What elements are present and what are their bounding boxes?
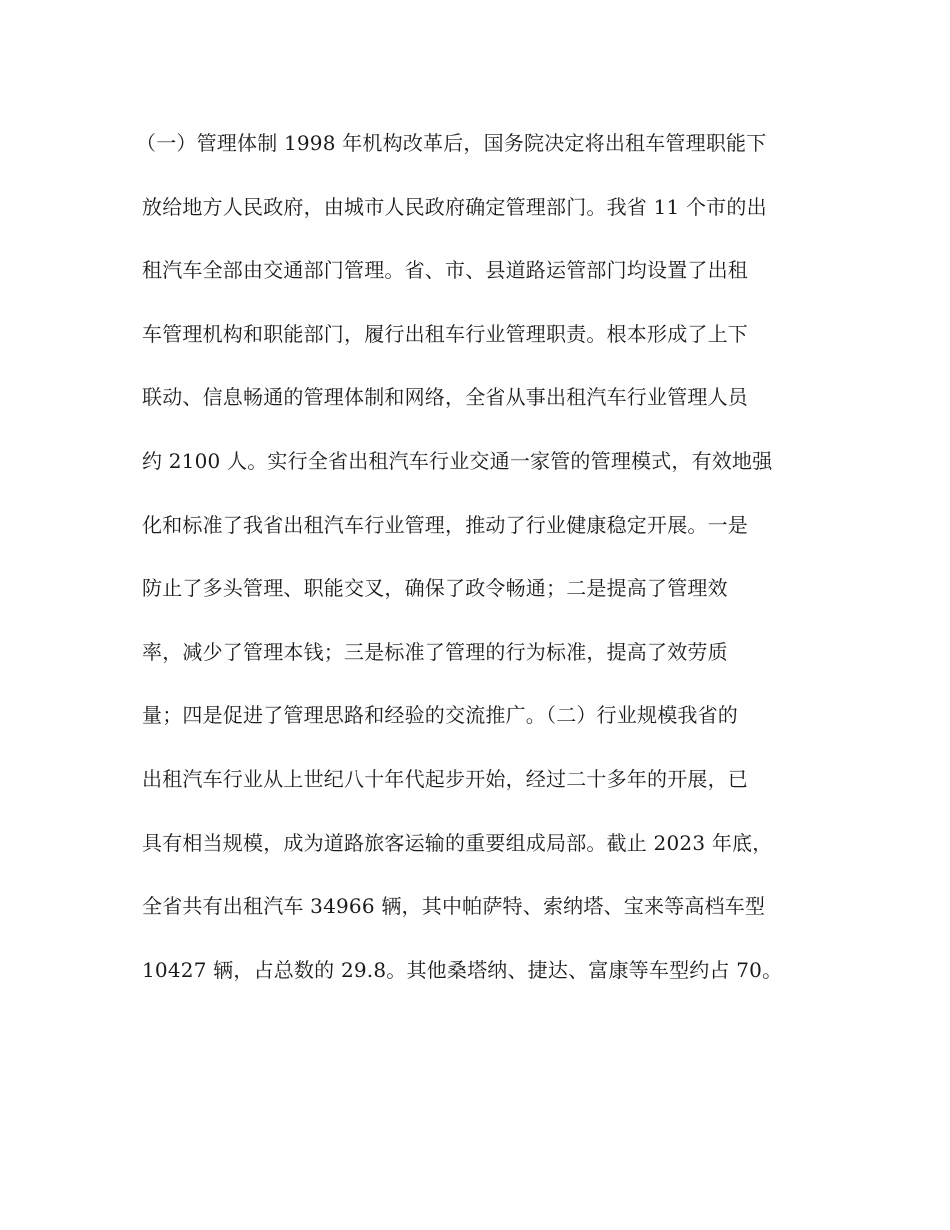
text-line-10: 量；四是促进了管理思路和经验的交流推广。（二）行业规模我省的 — [142, 703, 738, 728]
text-line-13: 全省共有出租汽车 34966 辆，其中帕萨特、索纳塔、宝来等高档车型 — [142, 894, 766, 919]
text-line-8: 防止了多头管理、职能交叉，确保了政令畅通；二是提高了管理效 — [142, 576, 728, 601]
text-line-4: 车管理机构和职能部门，履行出租车行业管理职责。根本形成了上下 — [142, 321, 748, 346]
text-line-7: 化和标准了我省出租汽车行业管理，推动了行业健康稳定开展。一是 — [142, 512, 748, 537]
text-line-14: 10427 辆，占总数的 29.8。其他桑塔纳、捷达、富康等车型约占 70。 — [142, 957, 783, 982]
text-line-5: 联动、信息畅通的管理体制和网络，全省从事出租汽车行业管理人员 — [142, 385, 748, 410]
text-line-1: （一）管理体制 1998 年机构改革后，国务院决定将出租车管理职能下 — [136, 131, 767, 155]
body-text — [136, 122, 822, 1012]
text-line-12: 具有相当规模，成为道路旅客运输的重要组成局部。截止 2023 年底， — [142, 830, 773, 855]
text-line-9: 率，减少了管理本钱；三是标准了管理的行为标准，提高了效劳质 — [142, 639, 728, 664]
text-line-11: 出租汽车行业从上世纪八十年代起步开始，经过二十多年的开展，已 — [142, 766, 748, 791]
text-line-2: 放给地方人民政府，由城市人民政府确定管理部门。我省 11 个市的出 — [142, 194, 767, 219]
text-line-6: 约 2100 人。实行全省出租汽车行业交通一家管的管理模式，有效地强 — [142, 448, 773, 473]
text-line-3: 租汽车全部由交通部门管理。省、市、县道路运管部门均设置了出租 — [142, 258, 748, 283]
